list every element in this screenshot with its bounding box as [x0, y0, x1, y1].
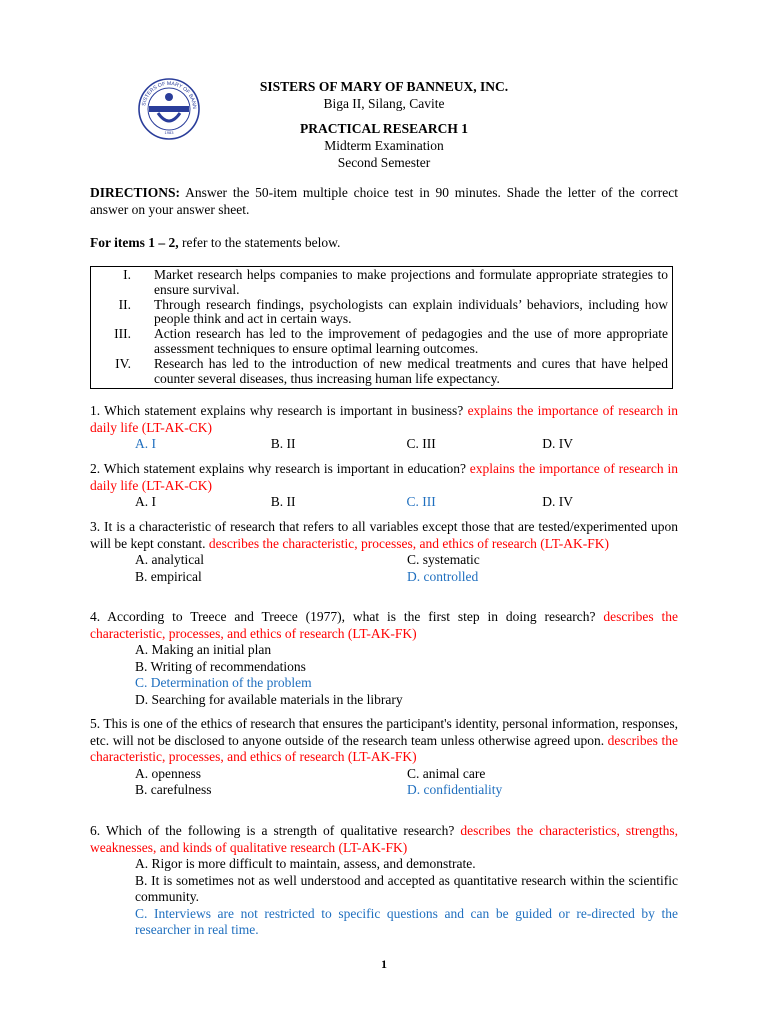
options-list [90, 642, 678, 708]
options-grid [90, 766, 678, 799]
svg-text:1983: 1983 [164, 130, 174, 135]
option-b: B. Writing of recommendations [135, 658, 306, 674]
option-b: B. It is sometimes not as well understood and accepted as quantitative research within the scientific community. [135, 872, 678, 904]
items-reference [90, 234, 340, 251]
statement-row [91, 298, 672, 328]
document-header [0, 78, 768, 171]
items-reference-label: For items 1 – 2, [90, 235, 179, 250]
option-d-answer: D. controlled [407, 568, 479, 584]
question-text: 1. Which statement explains why research is important in business? [90, 403, 464, 418]
statement-number: IV. [115, 355, 131, 371]
option-d: D. IV [542, 494, 573, 509]
option-d: D. IV [542, 436, 573, 451]
question-6 [90, 823, 678, 939]
question-4 [90, 609, 678, 708]
options-list [90, 856, 678, 939]
semester-label: Second Semester [337, 155, 431, 170]
question-stem [90, 716, 678, 766]
competency-tag: describes the characteristic, processes, and ethics of research (LT-AK-FK) [90, 609, 678, 641]
option-c: C. animal care [407, 765, 486, 781]
statement-row [91, 268, 672, 298]
page-number: 1 [381, 957, 387, 971]
options-grid [90, 552, 678, 585]
competency-tag: describes the characteristic, processes, and ethics of research (LT-AK-FK) [90, 732, 678, 764]
option-a: A. analytical [135, 552, 204, 567]
option-a-answer: A. I [135, 436, 156, 451]
option-a: A. openness [135, 765, 201, 781]
option-b: B. empirical [135, 568, 202, 584]
directions [90, 184, 678, 218]
competency-tag: describes the characteristic, processes, and ethics of research (LT-AK-FK) [205, 535, 609, 551]
statement-text: Action research has led to the improvement of pedagogies and the use of more appropriate assessment techniques to ensure optimal learning outcomes. [154, 326, 668, 356]
directions-label: DIRECTIONS: [90, 185, 181, 200]
question-text: 3. It is a characteristic of research that refers to all variables except those that are tested/experimented upon will be kept constant. [90, 519, 678, 551]
org-address: Biga II, Silang, Cavite [323, 96, 445, 111]
question-stem [90, 823, 678, 856]
option-c-answer: C. Interviews are not restricted to specific questions and can be guided or re-directed by the researcher in real time. [135, 905, 678, 937]
option-b: B. carefulness [135, 782, 212, 797]
question-3 [90, 519, 678, 585]
statement-number: I. [123, 267, 131, 282]
statement-row [91, 327, 672, 357]
question-5 [90, 716, 678, 799]
exam-title: Midterm Examination [324, 138, 444, 153]
option-d: D. Searching for available materials in the library [135, 691, 403, 707]
option-a: A. Rigor is more difficult to maintain, assess, and demonstrate. [135, 856, 476, 871]
question-text: 4. According to Treece and Treece (1977), what is the first step in doing research? [90, 609, 596, 624]
items-reference-text: refer to the statements below. [178, 235, 341, 250]
question-text: 5. This is one of the ethics of research that ensures the participant's identity, personal information, responses, etc. will not be disclosed to anyone outside of the research team unless otherwise agreed upon. [90, 716, 678, 748]
question-text: 2. Which statement explains why research is important in education? [90, 461, 466, 476]
statement-number: II. [118, 296, 131, 312]
directions-text: Answer the 50-item multiple choice test in 90 minutes. Shade the letter of the correct answer on your answer sheet. [90, 185, 678, 217]
question-text: 6. Which of the following is a strength of qualitative research? [90, 823, 455, 838]
statement-text: Market research helps companies to make projections and formulate appropriate strategies to ensure survival. [154, 267, 668, 297]
option-c: C. III [406, 436, 436, 451]
option-a: A. I [135, 494, 156, 509]
statement-text: Research has led to the introduction of new medical treatments and cures that have helped counter several diseases, thus increasing human life expectancy. [154, 355, 668, 386]
svg-text:SISTERS OF MARY OF BANNEUX: SISTERS OF MARY OF BANN [141, 80, 198, 110]
statements-box [90, 266, 673, 389]
question-stem [90, 519, 678, 552]
option-b: B. II [270, 436, 296, 451]
option-c-answer: C. Determination of the problem [135, 675, 312, 690]
competency-tag: describes the characteristics, strengths, weaknesses, and kinds of qualitative research (LT-AK-FK) [90, 823, 678, 855]
option-b: B. II [270, 494, 296, 509]
question-1 [90, 403, 678, 453]
options-row [90, 436, 678, 453]
statement-text: Through research findings, psychologists can explain individuals’ behaviors, including how people think and act in certain ways. [154, 296, 668, 327]
option-a: A. Making an initial plan [135, 642, 272, 657]
options-row [90, 494, 678, 511]
org-name: SISTERS OF MARY OF BANNEUX, INC. [259, 79, 509, 94]
option-c: C. systematic [407, 552, 480, 567]
option-d-answer: D. confidentiality [407, 782, 503, 797]
statement-number: III. [114, 326, 131, 342]
question-stem [90, 403, 678, 436]
question-2 [90, 461, 678, 511]
subject-title: PRACTICAL RESEARCH 1 [299, 121, 469, 136]
option-c-answer: C. III [406, 494, 436, 509]
question-stem [90, 609, 678, 642]
competency-tag: explains the importance of research in daily life (LT-AK-CK) [90, 403, 678, 435]
competency-tag: explains the importance of research in daily life (LT-AK-CK) [90, 461, 678, 493]
statement-row [91, 357, 672, 387]
question-stem [90, 461, 678, 494]
